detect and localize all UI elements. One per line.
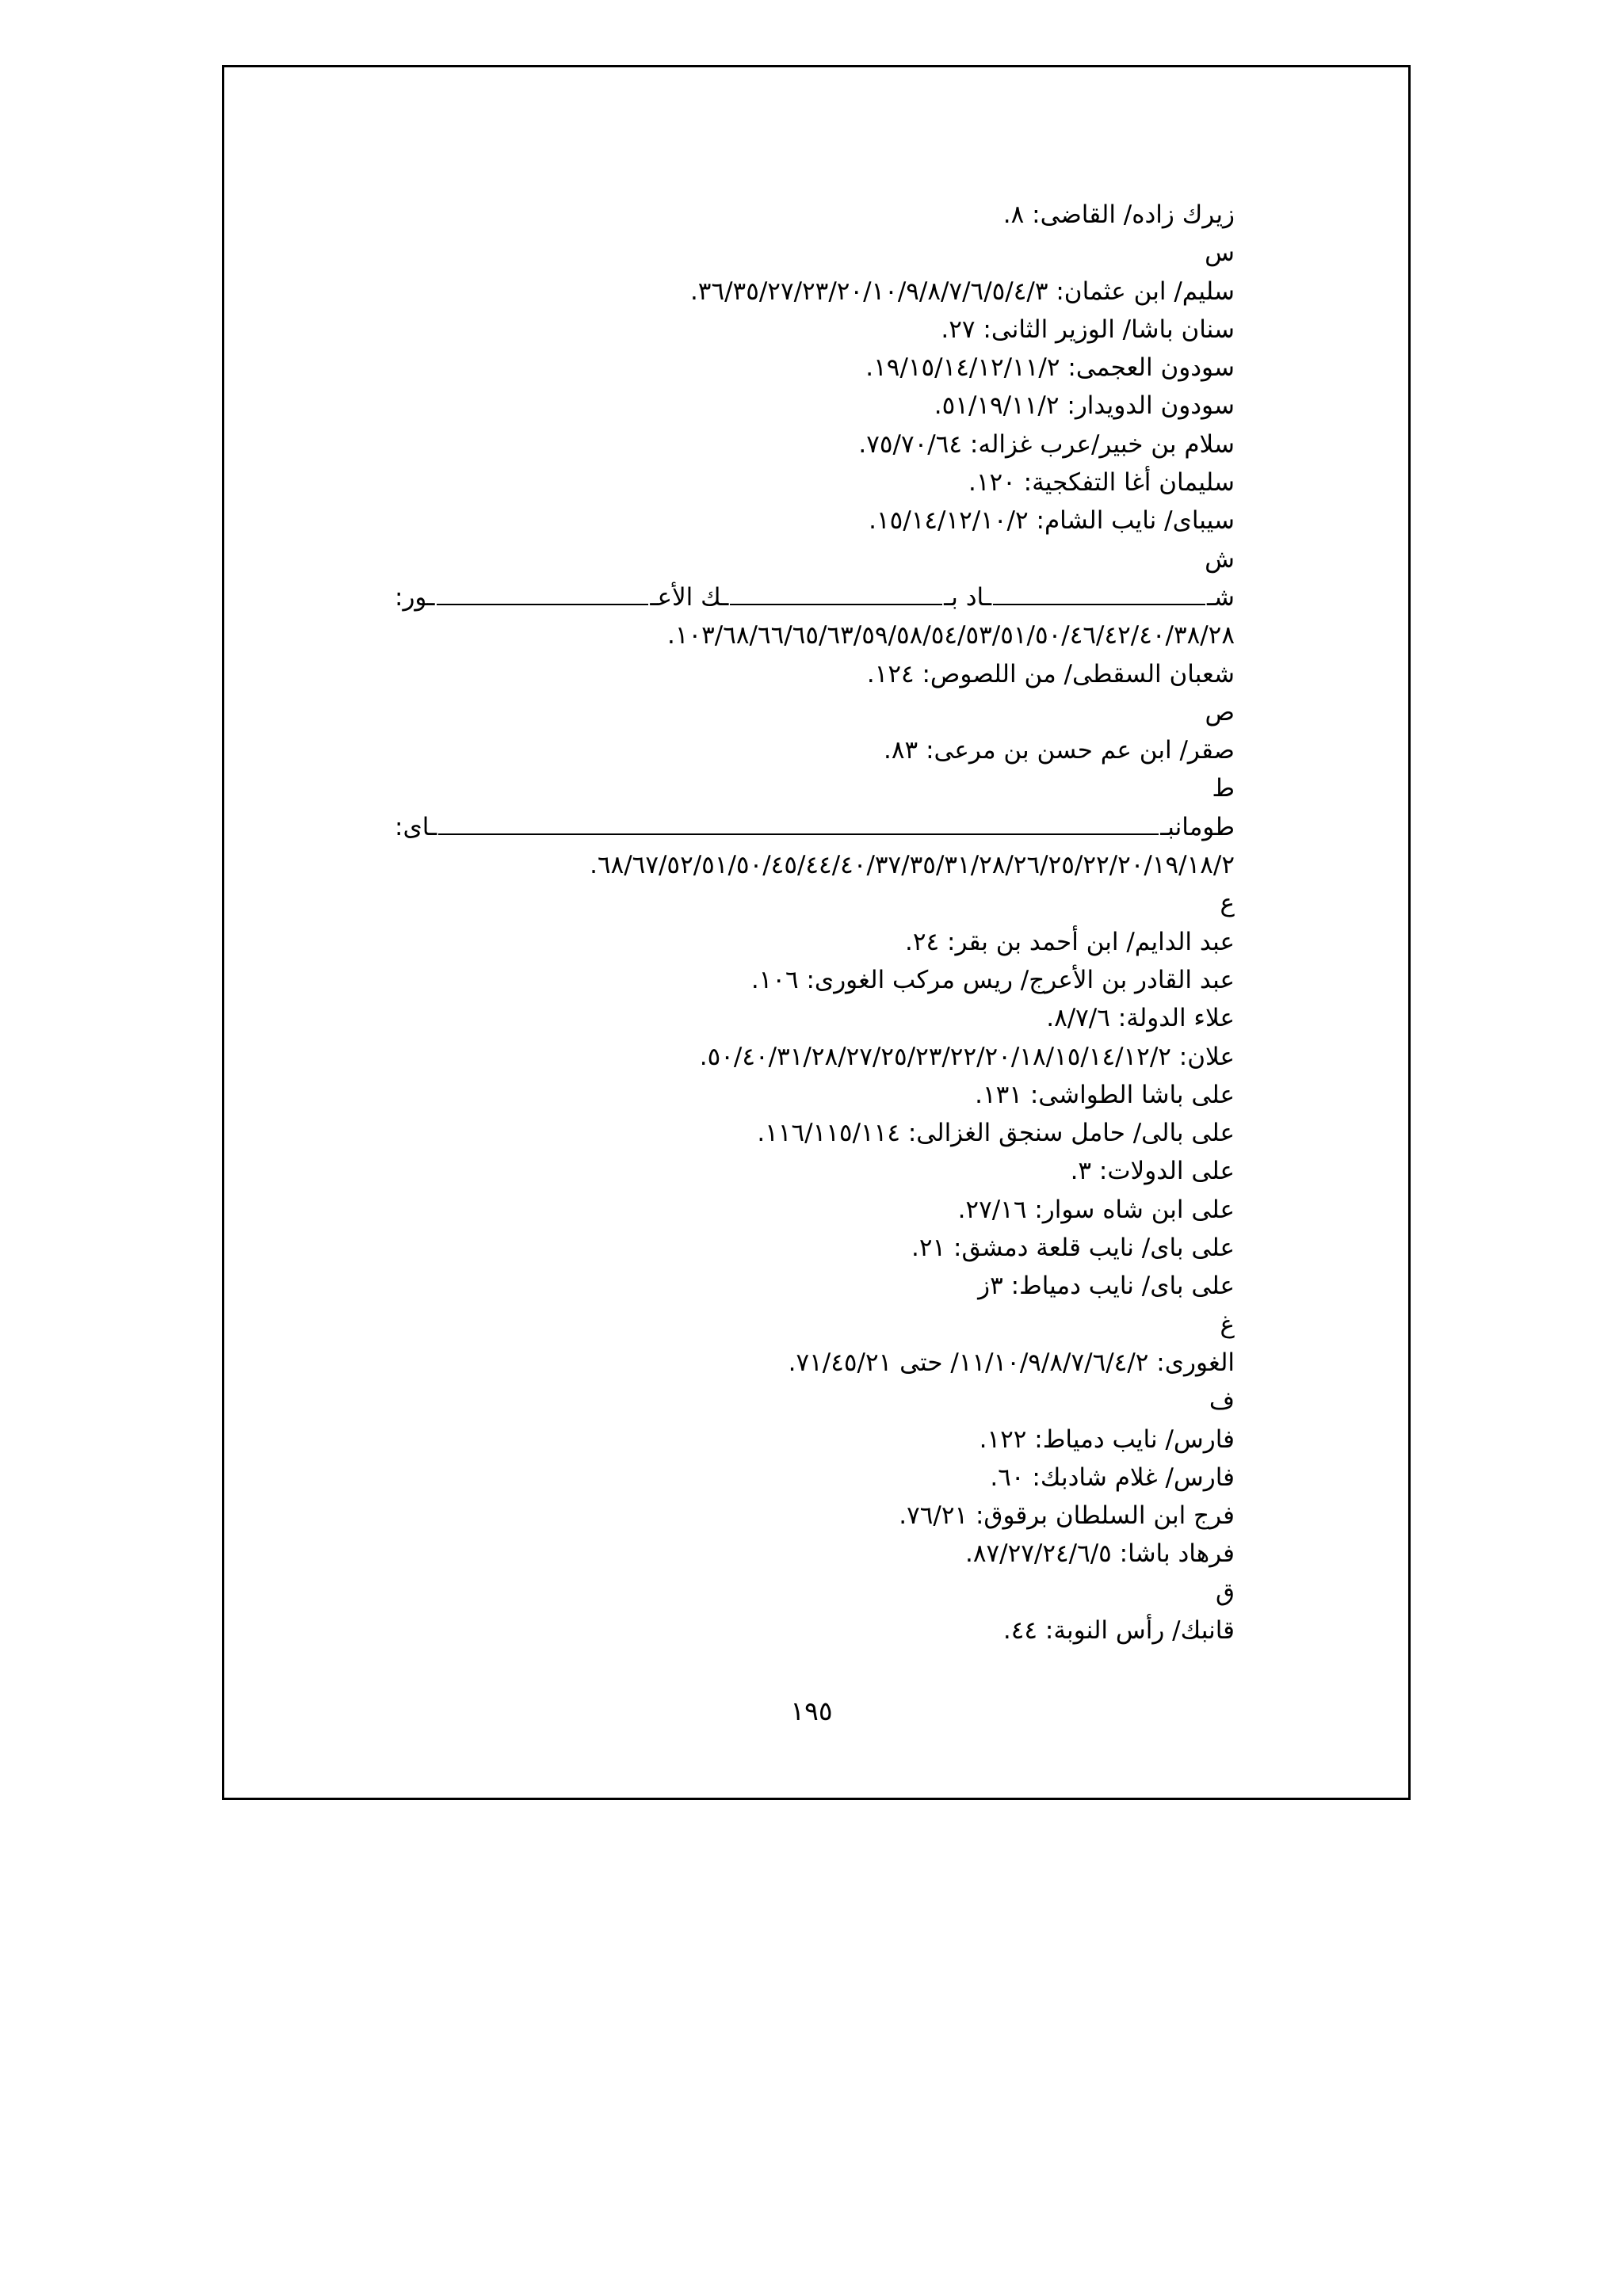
index-entry: فرهاد باشا: ٨٧/٢٧/٢٤/٦/٥. <box>964 1539 1235 1569</box>
index-entry: على بالى/ حامل سنجق الغزالى: ١١٦/١١٥/١١٤. <box>757 1119 1235 1148</box>
letter-heading: ع <box>1220 889 1235 918</box>
index-entry: سليمان أغا التفكجية: ١٢٠. <box>968 468 1235 498</box>
index-entry: سلام بن خبير/عرب غزاله: ٧٥/٧٠/٦٤. <box>858 429 1235 459</box>
letter-heading: ط <box>1212 774 1235 803</box>
index-entry: زيرك زاده/ القاضى: ٨. <box>1002 200 1235 229</box>
index-entry-shad-bek <box>395 578 1235 616</box>
index-entry: على الدولات: ٣. <box>1070 1157 1235 1186</box>
index-entry: علان: ٥٠/٤٠/٣١/٢٨/٢٧/٢٥/٢٣/٢٢/٢٠/١٨/١٥/١٤/١٢/٢. <box>699 1042 1235 1071</box>
index-entry: سودون الدويدار: ٥١/١٩/١١/٢. <box>934 391 1235 421</box>
page-number: ١٩٥ <box>790 1695 833 1726</box>
index-entry: فارس/ نايب دمياط: ١٢٢. <box>979 1425 1235 1454</box>
index-list <box>395 196 1235 1650</box>
entry-part: ـور: <box>395 582 435 612</box>
letter-heading: ش <box>1205 544 1235 574</box>
kashida-stretch <box>437 604 649 605</box>
letter-heading: غ <box>1220 1310 1235 1339</box>
index-entry: سيباى/ نايب الشام: ١٥/١٤/١٢/١٠/٢. <box>869 506 1235 536</box>
index-entry: علاء الدولة: ٨/٧/٦. <box>1046 1004 1235 1033</box>
index-entry: قانبك/ رأس النوبة: ٤٤. <box>1002 1615 1235 1645</box>
entry-part: طومانبـ <box>1160 812 1235 841</box>
index-entry: صقر/ ابن عم حسن بن مرعى: ٨٣. <box>884 736 1235 765</box>
entry-part: ـك الأعـ <box>650 582 729 612</box>
kashida-stretch <box>730 604 942 605</box>
index-entry: على ابن شاه سوار: ٢٧/١٦. <box>957 1195 1235 1224</box>
index-entry: الغورى: ١١/١٠/٩/٨/٧/٦/٤/٢/ حتى ٧١/٤٥/٢١. <box>788 1348 1235 1377</box>
index-entry: عبد الدايم/ ابن أحمد بن بقر: ٢٤. <box>905 927 1235 956</box>
entry-part: شـ <box>1206 582 1235 612</box>
letter-heading: ق <box>1215 1577 1235 1607</box>
index-entry: سليم/ ابن عثمان: ٣٦/٣٥/٢٧/٢٣/٢٠/١٠/٩/٨/٧/٦/٥/٤/٣. <box>689 277 1235 306</box>
index-entry: ٦٨/٦٧/٥٢/٥١/٥٠/٤٥/٤٤/٤٠/٣٧/٣٥/٣١/٢٨/٢٦/٢٥/٢٢/٢٠/١٩/١٨/٢. <box>590 851 1235 880</box>
index-entry: على باى/ نايب دمياط: ٣ز <box>978 1272 1235 1301</box>
index-entry: على باى/ نايب قلعة دمشق: ٢١. <box>911 1234 1235 1263</box>
kashida-stretch <box>438 833 1159 835</box>
index-entry: فارس/ غلام شادبك: ٦٠. <box>990 1463 1235 1492</box>
index-entry: فرج ابن السلطان برقوق: ٧٦/٢١. <box>899 1501 1235 1531</box>
index-entry: عبد القادر بن الأعرج/ ريس مركب الغورى: ١٠٦. <box>750 965 1235 994</box>
entry-part: ـاد بـ <box>944 582 992 612</box>
entry-part: ـاى: <box>395 812 437 841</box>
index-entry: شعبان السقطى/ من اللصوص: ١٢٤. <box>866 659 1235 688</box>
letter-heading: س <box>1205 238 1235 268</box>
index-entry: سودون العجمى: ١٩/١٥/١٤/١٢/١١/٢. <box>865 353 1235 383</box>
kashida-stretch <box>993 604 1205 605</box>
index-entry: على باشا الطواشى: ١٣١. <box>975 1080 1235 1109</box>
index-entry: سنان باشا/ الوزير الثانى: ٢٧. <box>941 315 1235 344</box>
letter-heading: ص <box>1205 697 1235 727</box>
index-entry: ١٠٣/٦٨/٦٦/٦٥/٦٣/٥٩/٥٨/٥٤/٥٣/٥١/٥٠/٤٦/٤٢/٤٠/٣٨/٢٨. <box>667 621 1235 650</box>
letter-heading: ف <box>1209 1386 1235 1416</box>
index-entry-tumanbay <box>395 808 1235 846</box>
